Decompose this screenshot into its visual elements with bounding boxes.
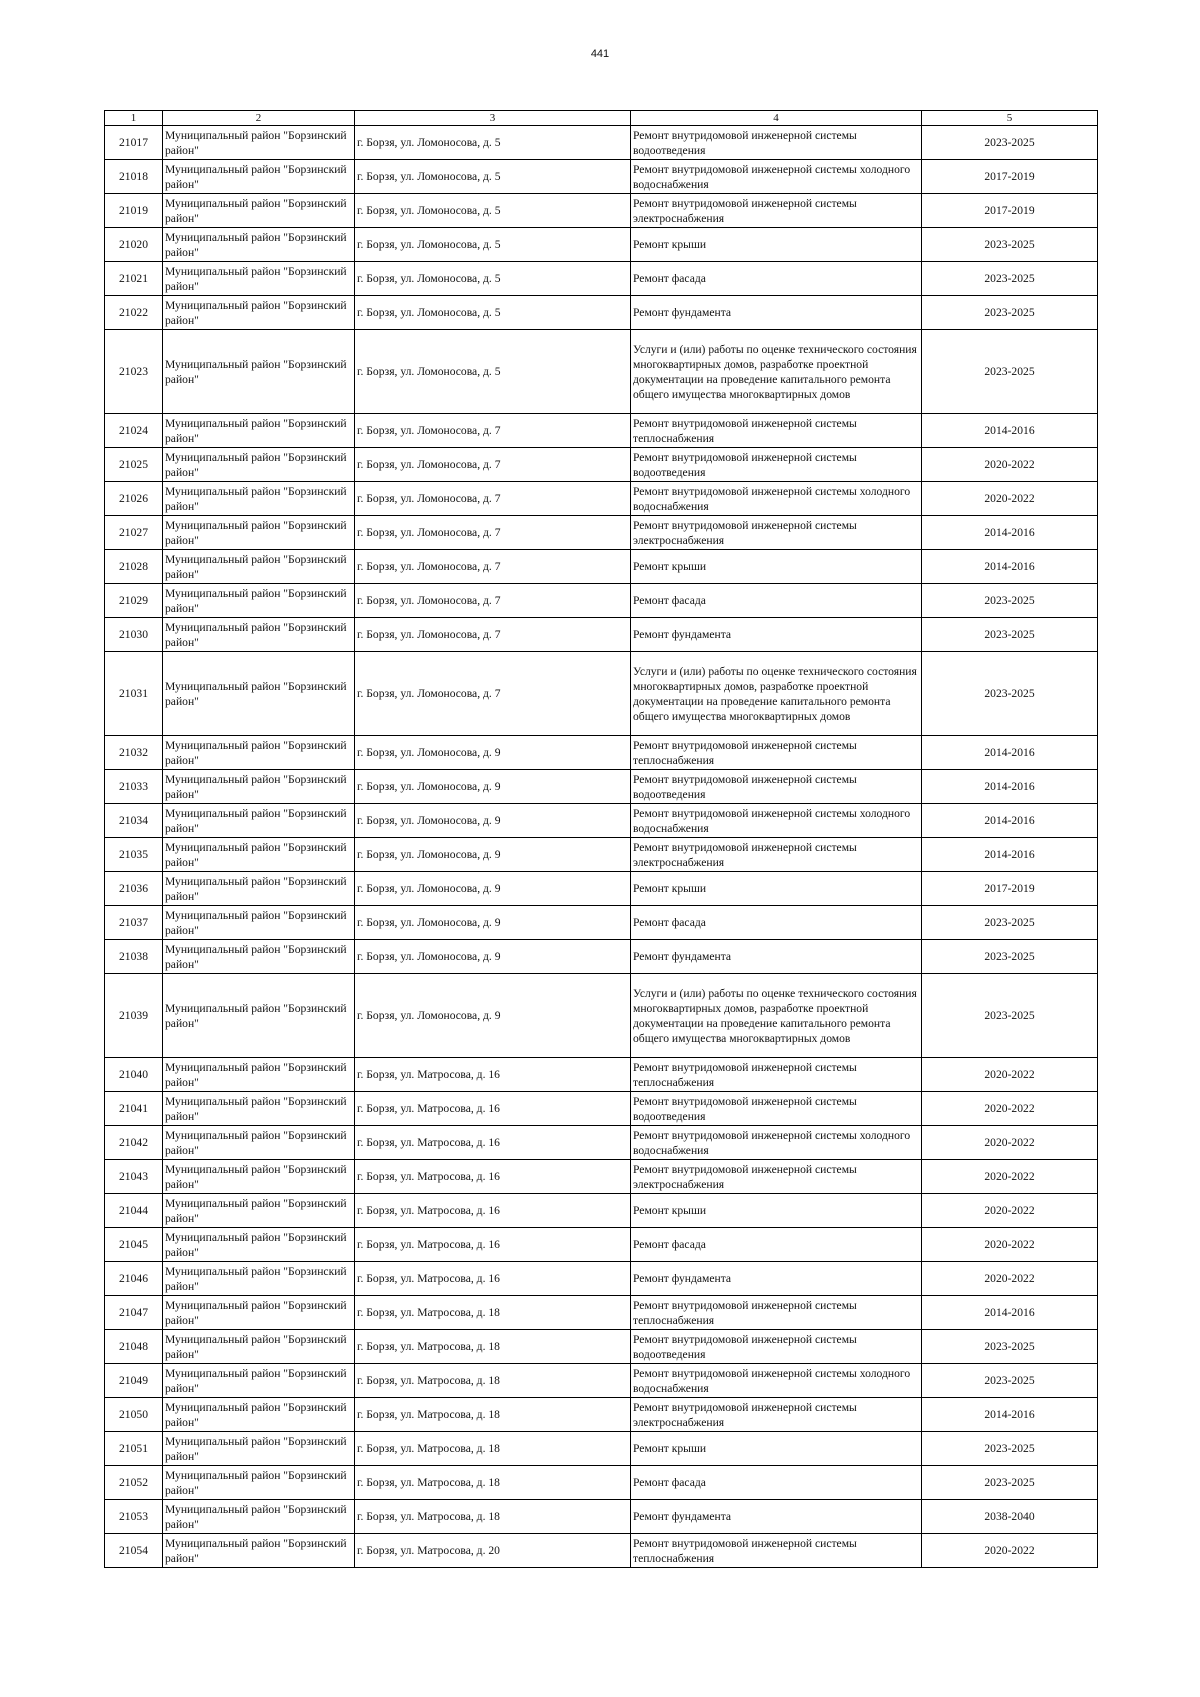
address-cell: г. Борзя, ул. Матросова, д. 18 [355,1330,631,1364]
address-cell: г. Борзя, ул. Матросова, д. 16 [355,1058,631,1092]
work-type-cell: Ремонт фундамента [631,940,922,974]
municipality-cell: Муниципальный район "Борзинский район" [163,1500,355,1534]
municipality-cell: Муниципальный район "Борзинский район" [163,906,355,940]
row-number: 21048 [105,1330,163,1364]
work-type-cell: Ремонт фундамента [631,1262,922,1296]
period-cell: 2023-2025 [922,618,1098,652]
work-type-cell: Ремонт внутридомовой инженерной системы холодного водоснабжения [631,160,922,194]
table-row [105,262,1098,296]
work-type-cell: Ремонт внутридомовой инженерной системы холодного водоснабжения [631,1364,922,1398]
table-row [105,652,1098,736]
row-number: 21044 [105,1194,163,1228]
period-cell: 2020-2022 [922,1092,1098,1126]
table-row [105,804,1098,838]
work-type-cell: Ремонт крыши [631,1432,922,1466]
municipality-cell: Муниципальный район "Борзинский район" [163,940,355,974]
row-number: 21028 [105,550,163,584]
row-number: 21037 [105,906,163,940]
municipality-cell: Муниципальный район "Борзинский район" [163,160,355,194]
period-cell: 2023-2025 [922,228,1098,262]
period-cell: 2020-2022 [922,1262,1098,1296]
table-row [105,194,1098,228]
row-number: 21049 [105,1364,163,1398]
table-row [105,770,1098,804]
municipality-cell: Муниципальный район "Борзинский район" [163,414,355,448]
repair-schedule-table [104,110,1098,1568]
row-number: 21020 [105,228,163,262]
table-row [105,1432,1098,1466]
municipality-cell: Муниципальный район "Борзинский район" [163,1262,355,1296]
row-number: 21035 [105,838,163,872]
table-row [105,228,1098,262]
period-cell: 2023-2025 [922,1432,1098,1466]
period-cell: 2023-2025 [922,1466,1098,1500]
period-cell: 2020-2022 [922,1126,1098,1160]
table-row [105,550,1098,584]
municipality-cell: Муниципальный район "Борзинский район" [163,736,355,770]
row-number: 21039 [105,974,163,1058]
period-cell: 2014-2016 [922,1296,1098,1330]
address-cell: г. Борзя, ул. Ломоносова, д. 5 [355,262,631,296]
period-cell: 2038-2040 [922,1500,1098,1534]
municipality-cell: Муниципальный район "Борзинский район" [163,872,355,906]
municipality-cell: Муниципальный район "Борзинский район" [163,1160,355,1194]
work-type-cell: Ремонт фасада [631,262,922,296]
municipality-cell: Муниципальный район "Борзинский район" [163,550,355,584]
address-cell: г. Борзя, ул. Ломоносова, д. 7 [355,550,631,584]
address-cell: г. Борзя, ул. Матросова, д. 16 [355,1262,631,1296]
period-cell: 2014-2016 [922,1398,1098,1432]
address-cell: г. Борзя, ул. Ломоносова, д. 7 [355,516,631,550]
table-row [105,160,1098,194]
row-number: 21030 [105,618,163,652]
row-number: 21036 [105,872,163,906]
work-type-cell: Ремонт внутридомовой инженерной системы теплоснабжения [631,1296,922,1330]
work-type-cell: Ремонт фасада [631,906,922,940]
column-header: 4 [631,111,922,126]
address-cell: г. Борзя, ул. Ломоносова, д. 5 [355,126,631,160]
municipality-cell: Муниципальный район "Борзинский район" [163,1330,355,1364]
row-number: 21022 [105,296,163,330]
municipality-cell: Муниципальный район "Борзинский район" [163,448,355,482]
address-cell: г. Борзя, ул. Ломоносова, д. 5 [355,330,631,414]
row-number: 21034 [105,804,163,838]
table-row [105,1058,1098,1092]
work-type-cell: Ремонт внутридомовой инженерной системы электроснабжения [631,1160,922,1194]
period-cell: 2014-2016 [922,770,1098,804]
table-row [105,330,1098,414]
municipality-cell: Муниципальный район "Борзинский район" [163,1092,355,1126]
table-row [105,1364,1098,1398]
table-row [105,1228,1098,1262]
period-cell: 2020-2022 [922,448,1098,482]
work-type-cell: Ремонт внутридомовой инженерной системы теплоснабжения [631,1534,922,1568]
table-row [105,1092,1098,1126]
period-cell: 2014-2016 [922,516,1098,550]
address-cell: г. Борзя, ул. Ломоносова, д. 7 [355,584,631,618]
address-cell: г. Борзя, ул. Ломоносова, д. 9 [355,940,631,974]
period-cell: 2023-2025 [922,262,1098,296]
period-cell: 2017-2019 [922,872,1098,906]
work-type-cell: Ремонт фасада [631,1228,922,1262]
column-header: 2 [163,111,355,126]
work-type-cell: Ремонт внутридомовой инженерной системы водоотведения [631,126,922,160]
page-number: 441 [590,48,610,60]
address-cell: г. Борзя, ул. Матросова, д. 18 [355,1500,631,1534]
table-row [105,1126,1098,1160]
municipality-cell: Муниципальный район "Борзинский район" [163,974,355,1058]
table-row [105,584,1098,618]
work-type-cell: Ремонт внутридомовой инженерной системы теплоснабжения [631,414,922,448]
row-number: 21017 [105,126,163,160]
address-cell: г. Борзя, ул. Ломоносова, д. 9 [355,974,631,1058]
row-number: 21031 [105,652,163,736]
row-number: 21051 [105,1432,163,1466]
municipality-cell: Муниципальный район "Борзинский район" [163,618,355,652]
row-number: 21042 [105,1126,163,1160]
table-row [105,1160,1098,1194]
work-type-cell: Ремонт крыши [631,550,922,584]
row-number: 21041 [105,1092,163,1126]
address-cell: г. Борзя, ул. Ломоносова, д. 9 [355,906,631,940]
work-type-cell: Услуги и (или) работы по оценке технического состояния многоквартирных домов, разработке проектной документации на проведение капитального ремонта общего имущества многоквартирных домов [631,652,922,736]
work-type-cell: Услуги и (или) работы по оценке технического состояния многоквартирных домов, разработке проектной документации на проведение капитального ремонта общего имущества многоквартирных домов [631,330,922,414]
table-row [105,1500,1098,1534]
row-number: 21038 [105,940,163,974]
table-row [105,516,1098,550]
municipality-cell: Муниципальный район "Борзинский район" [163,584,355,618]
municipality-cell: Муниципальный район "Борзинский район" [163,1228,355,1262]
work-type-cell: Ремонт внутридомовой инженерной системы электроснабжения [631,1398,922,1432]
address-cell: г. Борзя, ул. Ломоносова, д. 9 [355,872,631,906]
period-cell: 2023-2025 [922,940,1098,974]
period-cell: 2020-2022 [922,1160,1098,1194]
municipality-cell: Муниципальный район "Борзинский район" [163,228,355,262]
work-type-cell: Ремонт внутридомовой инженерной системы теплоснабжения [631,736,922,770]
table-body [105,126,1098,1568]
period-cell: 2020-2022 [922,1228,1098,1262]
address-cell: г. Борзя, ул. Матросова, д. 18 [355,1466,631,1500]
row-number: 21019 [105,194,163,228]
table-row [105,940,1098,974]
column-header: 1 [105,111,163,126]
address-cell: г. Борзя, ул. Ломоносова, д. 7 [355,652,631,736]
municipality-cell: Муниципальный район "Борзинский район" [163,1126,355,1160]
table-row [105,1398,1098,1432]
address-cell: г. Борзя, ул. Матросова, д. 18 [355,1296,631,1330]
table-row [105,618,1098,652]
row-number: 21021 [105,262,163,296]
municipality-cell: Муниципальный район "Борзинский район" [163,194,355,228]
period-cell: 2023-2025 [922,1330,1098,1364]
table-row [105,1194,1098,1228]
municipality-cell: Муниципальный район "Борзинский район" [163,804,355,838]
period-cell: 2023-2025 [922,126,1098,160]
column-header: 5 [922,111,1098,126]
work-type-cell: Ремонт фасада [631,1466,922,1500]
period-cell: 2023-2025 [922,906,1098,940]
row-number: 21032 [105,736,163,770]
address-cell: г. Борзя, ул. Матросова, д. 16 [355,1228,631,1262]
period-cell: 2020-2022 [922,1058,1098,1092]
municipality-cell: Муниципальный район "Борзинский район" [163,1398,355,1432]
table-row [105,414,1098,448]
table-row [105,448,1098,482]
work-type-cell: Ремонт фундамента [631,296,922,330]
work-type-cell: Ремонт крыши [631,1194,922,1228]
period-cell: 2014-2016 [922,736,1098,770]
table-row [105,126,1098,160]
address-cell: г. Борзя, ул. Матросова, д. 18 [355,1432,631,1466]
address-cell: г. Борзя, ул. Ломоносова, д. 5 [355,296,631,330]
period-cell: 2017-2019 [922,194,1098,228]
address-cell: г. Борзя, ул. Ломоносова, д. 9 [355,736,631,770]
address-cell: г. Борзя, ул. Матросова, д. 16 [355,1092,631,1126]
work-type-cell: Ремонт крыши [631,872,922,906]
work-type-cell: Ремонт крыши [631,228,922,262]
work-type-cell: Ремонт фасада [631,584,922,618]
row-number: 21053 [105,1500,163,1534]
row-number: 21024 [105,414,163,448]
period-cell: 2014-2016 [922,550,1098,584]
address-cell: г. Борзя, ул. Ломоносова, д. 7 [355,482,631,516]
municipality-cell: Муниципальный район "Борзинский район" [163,838,355,872]
work-type-cell: Ремонт внутридомовой инженерной системы водоотведения [631,770,922,804]
address-cell: г. Борзя, ул. Ломоносова, д. 7 [355,448,631,482]
table-row [105,838,1098,872]
address-cell: г. Борзя, ул. Ломоносова, д. 5 [355,194,631,228]
row-number: 21025 [105,448,163,482]
address-cell: г. Борзя, ул. Матросова, д. 16 [355,1160,631,1194]
address-cell: г. Борзя, ул. Матросова, д. 20 [355,1534,631,1568]
municipality-cell: Муниципальный район "Борзинский район" [163,482,355,516]
municipality-cell: Муниципальный район "Борзинский район" [163,1432,355,1466]
municipality-cell: Муниципальный район "Борзинский район" [163,1364,355,1398]
table-row [105,1466,1098,1500]
work-type-cell: Ремонт внутридомовой инженерной системы теплоснабжения [631,1058,922,1092]
row-number: 21040 [105,1058,163,1092]
table-row [105,1262,1098,1296]
work-type-cell: Ремонт внутридомовой инженерной системы электроснабжения [631,516,922,550]
work-type-cell: Ремонт внутридомовой инженерной системы водоотведения [631,1330,922,1364]
municipality-cell: Муниципальный район "Борзинский район" [163,1534,355,1568]
work-type-cell: Ремонт внутридомовой инженерной системы водоотведения [631,1092,922,1126]
row-number: 21027 [105,516,163,550]
period-cell: 2023-2025 [922,296,1098,330]
row-number: 21033 [105,770,163,804]
period-cell: 2023-2025 [922,652,1098,736]
table-row [105,872,1098,906]
row-number: 21029 [105,584,163,618]
row-number: 21023 [105,330,163,414]
table-row [105,906,1098,940]
row-number: 21052 [105,1466,163,1500]
period-cell: 2023-2025 [922,1364,1098,1398]
municipality-cell: Муниципальный район "Борзинский район" [163,262,355,296]
work-type-cell: Услуги и (или) работы по оценке технического состояния многоквартирных домов, разработке проектной документации на проведение капитального ремонта общего имущества многоквартирных домов [631,974,922,1058]
table-row [105,482,1098,516]
column-header-row [105,111,1098,126]
row-number: 21026 [105,482,163,516]
work-type-cell: Ремонт фундамента [631,618,922,652]
municipality-cell: Муниципальный район "Борзинский район" [163,516,355,550]
municipality-cell: Муниципальный район "Борзинский район" [163,770,355,804]
period-cell: 2014-2016 [922,804,1098,838]
row-number: 21043 [105,1160,163,1194]
municipality-cell: Муниципальный район "Борзинский район" [163,296,355,330]
address-cell: г. Борзя, ул. Ломоносова, д. 5 [355,160,631,194]
period-cell: 2014-2016 [922,414,1098,448]
address-cell: г. Борзя, ул. Матросова, д. 18 [355,1398,631,1432]
address-cell: г. Борзя, ул. Ломоносова, д. 9 [355,804,631,838]
period-cell: 2020-2022 [922,1534,1098,1568]
period-cell: 2014-2016 [922,838,1098,872]
row-number: 21045 [105,1228,163,1262]
period-cell: 2020-2022 [922,482,1098,516]
table-row [105,1330,1098,1364]
row-number: 21047 [105,1296,163,1330]
address-cell: г. Борзя, ул. Матросова, д. 16 [355,1194,631,1228]
period-cell: 2020-2022 [922,1194,1098,1228]
period-cell: 2017-2019 [922,160,1098,194]
municipality-cell: Муниципальный район "Борзинский район" [163,126,355,160]
work-type-cell: Ремонт внутридомовой инженерной системы холодного водоснабжения [631,482,922,516]
period-cell: 2023-2025 [922,584,1098,618]
table-row [105,1534,1098,1568]
row-number: 21018 [105,160,163,194]
address-cell: г. Борзя, ул. Матросова, д. 16 [355,1126,631,1160]
address-cell: г. Борзя, ул. Ломоносова, д. 7 [355,618,631,652]
work-type-cell: Ремонт внутридомовой инженерной системы электроснабжения [631,194,922,228]
address-cell: г. Борзя, ул. Ломоносова, д. 5 [355,228,631,262]
period-cell: 2023-2025 [922,330,1098,414]
address-cell: г. Борзя, ул. Ломоносова, д. 9 [355,770,631,804]
municipality-cell: Муниципальный район "Борзинский район" [163,652,355,736]
address-cell: г. Борзя, ул. Ломоносова, д. 9 [355,838,631,872]
municipality-cell: Муниципальный район "Борзинский район" [163,1194,355,1228]
table-row [105,296,1098,330]
table-row [105,1296,1098,1330]
municipality-cell: Муниципальный район "Борзинский район" [163,1058,355,1092]
row-number: 21046 [105,1262,163,1296]
work-type-cell: Ремонт внутридомовой инженерной системы холодного водоснабжения [631,1126,922,1160]
work-type-cell: Ремонт внутридомовой инженерной системы холодного водоснабжения [631,804,922,838]
work-type-cell: Ремонт внутридомовой инженерной системы электроснабжения [631,838,922,872]
table-row [105,974,1098,1058]
work-type-cell: Ремонт внутридомовой инженерной системы водоотведения [631,448,922,482]
table-row [105,736,1098,770]
municipality-cell: Муниципальный район "Борзинский район" [163,1296,355,1330]
period-cell: 2023-2025 [922,974,1098,1058]
municipality-cell: Муниципальный район "Борзинский район" [163,330,355,414]
address-cell: г. Борзя, ул. Матросова, д. 18 [355,1364,631,1398]
address-cell: г. Борзя, ул. Ломоносова, д. 7 [355,414,631,448]
column-header: 3 [355,111,631,126]
municipality-cell: Муниципальный район "Борзинский район" [163,1466,355,1500]
work-type-cell: Ремонт фундамента [631,1500,922,1534]
row-number: 21050 [105,1398,163,1432]
row-number: 21054 [105,1534,163,1568]
